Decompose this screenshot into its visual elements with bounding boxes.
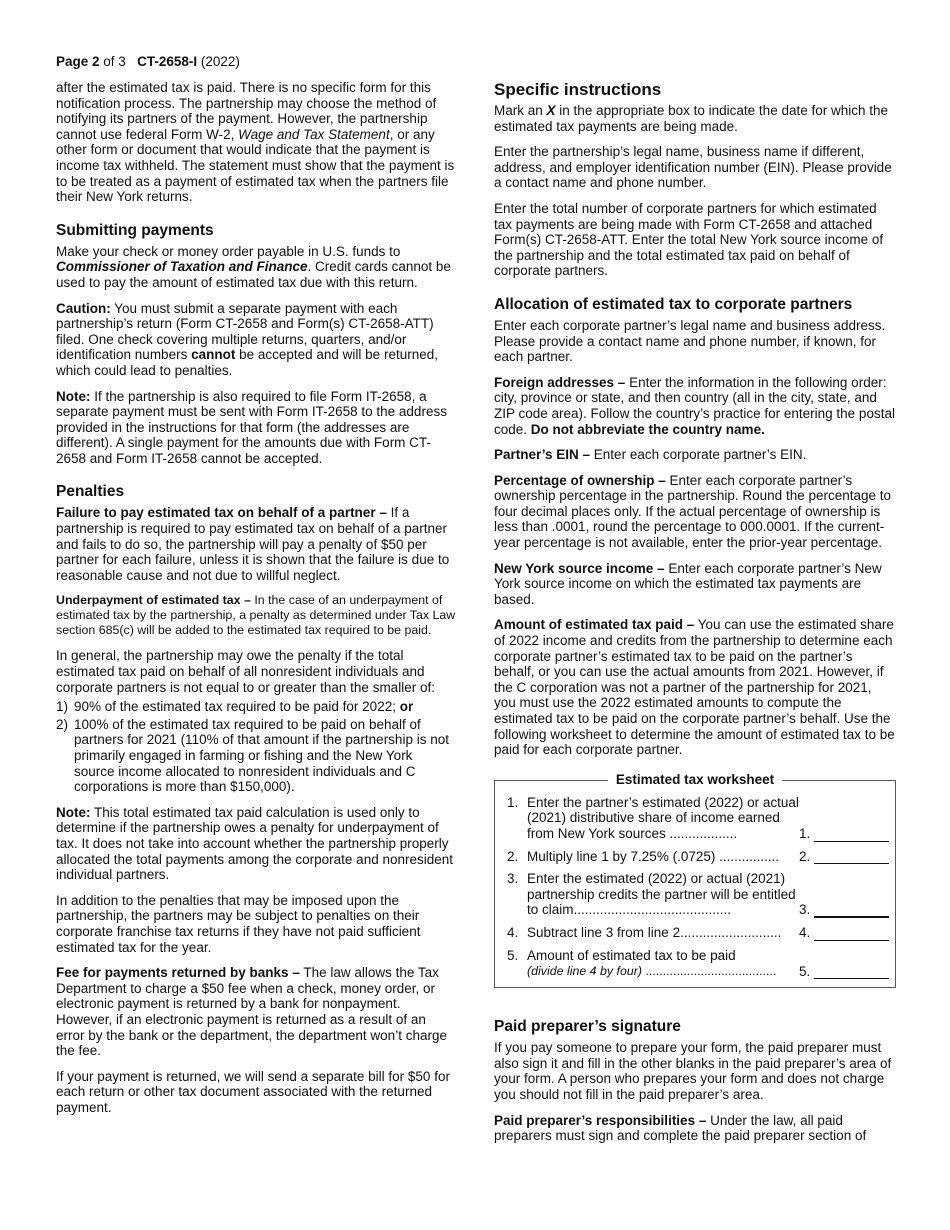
line-text: Enter the estimated (2022) or actual (2021) partnership credits the partner will be entitled to claim.......................................... [527,871,796,918]
note-paragraph [56,389,456,467]
form-number: CT-2658-I [137,54,198,69]
text: Mark an [494,103,547,118]
term-label: Underpayment of estimated tax – [56,593,251,608]
worksheet-title-bar [495,772,895,788]
note-label: Note: [56,388,91,404]
right-column [494,80,896,1154]
fee-paragraph [56,965,456,1059]
text: This total estimated tax paid calculation is used only to determine if the partnership owes a penalty for underpayment of tax. It does not take into account whether the partnership properly allocated the total payments among the corporate and nonresident individual partners. [56,804,454,883]
ny-source-income-paragraph [494,561,896,608]
text: be accepted and will be returned, which could lead to penalties. [56,347,438,378]
preparer-responsibilities-paragraph [494,1113,896,1144]
text: Under the law, all paid preparers must sign and complete the paid preparer section of [494,1112,867,1144]
text: Enter each corporate partner’s EIN. [590,447,807,463]
line-3-entry-field[interactable] [814,904,889,918]
mark-x-paragraph [494,103,896,134]
line-5-entry-field[interactable] [814,966,889,979]
additional-penalties-paragraph: In addition to the penalties that may be imposed upon the partnership, the partners may be subject to penalties on their corporate franchise tax returns if they have not paid sufficient estimated tax for the year. [56,892,421,955]
text: in the appropriate box to indicate the date for which the estimated tax payments are being made. [494,103,889,134]
text: Enter each corporate partner’s New York source income on which the estimated tax payments are based. [494,560,882,607]
estimated-tax-worksheet [494,771,896,988]
ownership-paragraph [494,473,896,551]
heading-specific-instructions: Specific instructions [494,80,662,99]
term-label: New York source income – [494,560,665,576]
line-label: 2. [799,848,811,864]
worksheet-line-2 [495,849,895,865]
term-label: Amount of estimated tax paid – [494,617,695,633]
foreign-addresses-paragraph [494,375,896,437]
text: , or any other form or document that would indicate that the payment is income tax withheld. The statement must show that the payment is to be treated as a payment of estimated tax when the partners file their New York returns. [56,126,455,205]
heading-penalties: Penalties [56,483,125,501]
text: Make your check or money order payable in U.S. funds to [56,243,401,259]
text: . Credit cards cannot be used to pay the amount of estimated tax due with this return. [56,259,451,290]
partner-name-paragraph: Enter each corporate partner’s legal name and business address. Please provide a contact name and phone number, if known, for each partner. [494,317,886,365]
total-partners-paragraph: Enter the total number of corporate partners for which estimated tax payments are being made with Form CT-2658 and attached Form(s) CT-2658-ATT. Enter the total New York source income of the partnership and the total estimated tax paid on behalf of corporate partners. [494,200,884,279]
text: 90% of the estimated tax required to be paid for 2022; [74,699,400,715]
line-label: 4. [799,924,811,940]
worksheet-line-4 [495,925,895,941]
underpayment-paragraph [56,593,456,638]
text-bold: cannot [191,347,236,363]
payee-name: Commissioner of Taxation and Finance [56,259,308,275]
text-bold: or [399,699,414,715]
list-item [56,717,456,795]
heading-allocation: Allocation of estimated tax to corporate partners [494,295,853,313]
partner-ein-paragraph [494,447,896,463]
text: In the case of an underpayment of estimated tax by the partnership, a penalty as determined under Tax Law section 685(c) will be added to the estimated tax required to be paid. [56,593,456,638]
line-label: 5. [799,963,811,979]
worksheet-line-5 [495,948,895,980]
penalty-list [56,699,456,795]
line-4-entry-field[interactable] [814,928,889,941]
line-label: 1. [799,825,811,841]
list-number: 1) [56,699,69,715]
worksheet-title: Estimated tax worksheet [608,772,782,787]
form-year: (2022) [200,54,240,69]
page-number: Page 2 [56,54,100,69]
page-header [56,54,240,69]
line-text-main: Amount of estimated tax to be paid [527,947,736,963]
line-1-entry-field[interactable] [814,829,889,842]
line-number: 4. [507,924,519,940]
text: If the partnership is also required to file Form IT-2658, a separate payment must be sent with Form IT-2658 to the address provided in the instructions for that form (the addresses are different). A single payment for the amounts due with Form CT-2658 and Form IT-2658 cannot be accepted. [56,388,447,466]
line-text: Multiply line 1 by 7.25% (.0725) ................ [527,848,780,864]
list-number: 2) [56,716,69,732]
line-number: 3. [507,871,519,887]
line-leader: ...................................... [642,964,777,979]
notification-paragraph [56,80,456,205]
note-label: Note: [56,804,91,820]
line-2-entry-field[interactable] [814,851,889,864]
worksheet-line-3 [495,871,895,918]
term-label: Paid preparer’s responsibilities – [494,1112,707,1128]
note-calculation-paragraph [56,805,456,883]
text-italic: Wage and Tax Statement [238,126,390,142]
text: after the estimated tax is paid. There is no specific form for this notification process. The partnership may choose the method of notifying its partners of the payment. However, the partnership cannot use federal Form W-2, [56,80,437,142]
line-number: 1. [507,794,519,810]
caution-paragraph [56,301,456,379]
term-label: Foreign addresses – [494,374,626,390]
failure-paragraph [56,505,456,583]
returned-payment-paragraph: If your payment is returned, we will send a separate bill for $50 for each return or other tax document associated with the returned payment. [56,1068,450,1115]
term-label: Fee for payments returned by banks – [56,965,300,981]
heading-paid-preparer: Paid preparer’s signature [494,1018,681,1036]
text: You must submit a separate payment with each partnership’s return (Form CT-2658 and Form(s) CT-2658-ATT) filed. One check covering multiple returns, quarters, and/or identification numbers [56,300,434,363]
partnership-name-paragraph: Enter the partnership’s legal name, business name if different, address, and employer identification number (EIN). Please provide a contact name and phone number. [494,144,892,191]
term-label: Failure to pay estimated tax on behalf of a partner – [56,505,387,521]
amount-paid-paragraph [494,617,896,757]
list-item [56,699,456,715]
text: You can use the estimated share of 2022 income and credits from the partnership to determine each corporate partner’s estimated tax to be paid on the partner’s behalf, or you can use the actual amounts from 2021. However, if the C corporation was not a partner of the partnership for 2021, you must use the 2022 estimated amounts to compute the estimated tax to be paid on the corporate partner’s behalf. Use the following worksheet to determine the amount of estimated tax to be paid for each corporate partner. [494,617,895,758]
left-column [56,80,456,1125]
text-bold-italic: X [546,103,556,118]
text-bold: Do not abbreviate the country name. [530,421,765,437]
line-text: Subtract line 3 from line 2........................... [527,924,782,940]
text: The law allows the Tax Department to charge a $50 fee when a check, money order, or electronic payment is returned by a bank for nonpayment. However, if an electronic payment is returned as a result of an error by the bank or the department, the department won’t charge the fee. [56,965,447,1059]
page-count: of 3 [99,54,126,69]
text: Enter each corporate partner’s ownership percentage in the partnership. Round the percentage to four decimal places only. If the actual percentage of ownership is less than .0001, round the percentage to 000.0001. If the current-year percentage is not available, enter the prior-year percentage. [494,472,892,551]
line-text [527,948,799,980]
line-text: Enter the partner’s estimated (2022) or actual (2021) distributive share of income earned from New York sources .................. [527,794,799,841]
worksheet-line-1 [495,795,895,842]
line-number: 2. [507,848,519,864]
general-paragraph: In general, the partnership may owe the penalty if the total estimated tax paid on behalf of all nonresident individuals and corporate partners is not equal to or greater than the smaller of: [56,648,435,695]
line-label: 3. [799,902,811,918]
text: If a partnership is required to pay estimated tax on behalf of a partner and fails to do so, the partnership will pay a penalty of $50 per partner for each failure, unless it is shown that the failure is due to reasonable cause and not due to willful neglect. [56,505,450,583]
caution-label: Caution: [56,300,111,316]
text: 100% of the estimated tax required to be paid on behalf of partners for 2021 (110% of that amount if the partnership is not primarily engaged in farming or fishing and the New York source income allocated to nonresident individuals and C corporations is more than $150,000). [74,716,449,795]
term-label: Partner’s EIN – [494,447,591,463]
paid-preparer-paragraph: If you pay someone to prepare your form, the paid preparer must also sign it and fill in the other blanks in the paid preparer’s area of your form. A person who prepares your form and does not charge you should not fill in the paid preparer’s area. [494,1040,892,1102]
heading-submitting-payments: Submitting payments [56,221,214,239]
line-text-italic: (divide line 4 by four) [527,964,643,979]
term-label: Percentage of ownership – [494,472,666,488]
payable-paragraph [56,244,456,291]
line-number: 5. [507,947,519,963]
text: Enter the information in the following order: city, province or state, and then country (all in the city, state, and ZIP code area). Follow the country’s practice for entering the postal code. [494,374,895,437]
